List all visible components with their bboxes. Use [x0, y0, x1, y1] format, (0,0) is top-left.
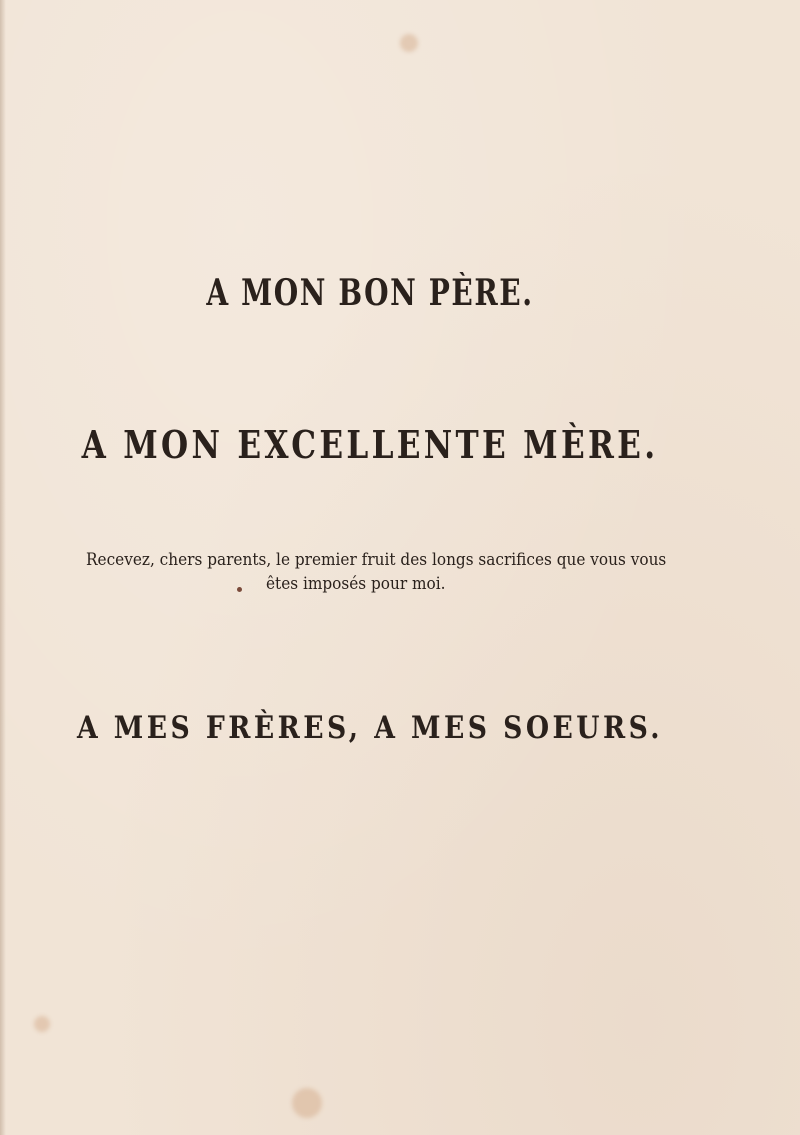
ink-dot — [237, 587, 242, 592]
dedication-message — [86, 548, 667, 596]
foxing-spot — [34, 1016, 50, 1032]
dedication-heading-siblings: A MES FRÈRES, A MES SOEURS. — [76, 710, 664, 746]
dedication-message-line-2: êtes imposés pour moi. — [266, 574, 446, 594]
dedication-heading-father: A MON BON PÈRE. — [206, 272, 534, 314]
foxing-spot — [400, 34, 418, 52]
page-left-edge — [0, 0, 6, 1135]
dedication-message-line-1: Recevez, chers parents, le premier fruit des longs sacrifices que vous vous — [86, 550, 667, 570]
foxing-spot — [292, 1088, 322, 1118]
dedication-heading-mother: A MON EXCELLENTE MÈRE. — [81, 422, 659, 467]
